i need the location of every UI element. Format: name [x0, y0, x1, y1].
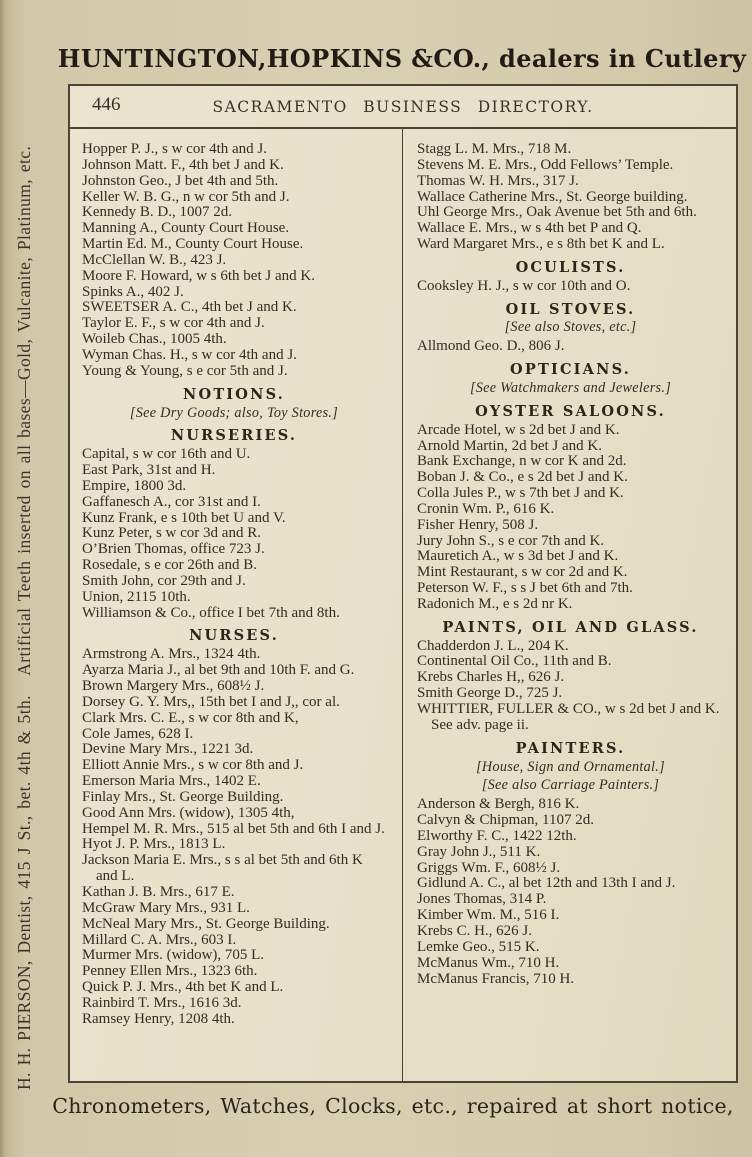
directory-entry: Stevens M. E. Mrs., Odd Fellows’ Temple.	[417, 156, 674, 173]
directory-entry: Uhl George Mrs., Oak Avenue bet 5th and 6th.	[417, 204, 697, 221]
directory-entry: Colla Jules P., w s 7th bet J and K.	[417, 485, 624, 502]
left-margin-advertisement: H. H. PIERSON, Dentist, 415 J St., bet. 4th & 5th. Artificial Teeth inserted on all bases—Gold, Vulcanite, Platinum, etc.	[14, 145, 34, 1090]
directory-entry: Gray John J., 511 K.	[417, 843, 541, 860]
directory-entry: McGraw Mary Mrs., 931 L.	[82, 899, 250, 916]
directory-entry: Quick P. J. Mrs., 4th bet K and L.	[82, 979, 284, 996]
section-heading: NOTIONS.	[183, 385, 285, 403]
directory-entry: Martin Ed. M., County Court House.	[82, 236, 304, 253]
directory-entry: Gaffanesch A., cor 31st and I.	[82, 493, 261, 510]
directory-entry: Empire, 1800 3d.	[82, 477, 187, 494]
section-heading: NURSERIES.	[170, 427, 298, 445]
left-column	[70, 129, 403, 1083]
directory-entry: Young & Young, s e cor 5th and J.	[82, 362, 288, 379]
directory-entry: East Park, 31st and H.	[82, 462, 216, 479]
page-title: SACRAMENTO BUSINESS DIRECTORY.	[212, 97, 594, 116]
cross-reference: [See Watchmakers and Jewelers.]	[469, 379, 672, 396]
directory-entry: Hempel M. R. Mrs., 515 al bet 5th and 6th I and J.	[82, 820, 385, 837]
directory-entry: Mauretich A., w s 3d bet J and K.	[417, 548, 619, 565]
right-column	[403, 129, 736, 1083]
directory-entry: Rainbird T. Mrs., 1616 3d.	[82, 994, 242, 1011]
directory-entry: Ayarza Maria J., al bet 9th and 10th F. and G.	[82, 662, 355, 679]
directory-entry: Jackson Maria E. Mrs., s s al bet 5th and 6th K and L.	[82, 852, 363, 885]
directory-entry: Anderson & Bergh, 816 K.	[417, 796, 580, 813]
directory-entry: Spinks A., 402 J.	[82, 283, 184, 300]
directory-entry: Hopper P. J., s w cor 4th and J.	[82, 141, 267, 157]
directory-entry: Griggs Wm. F., 608½ J.	[417, 859, 561, 876]
cross-reference: [See also Carriage Painters.]	[481, 777, 660, 794]
directory-entry: Bank Exchange, n w cor K and 2d.	[417, 453, 627, 470]
directory-entry: McNeal Mary Mrs., St. George Building.	[82, 915, 330, 932]
bottom-banner-advertisement: Chronometers, Watches, Clocks, etc., repaired at short notice,	[52, 1094, 734, 1118]
directory-entry: Kathan J. B. Mrs., 617 E.	[82, 883, 235, 900]
directory-entry: Murmer Mrs. (widow), 705 L.	[82, 947, 265, 964]
directory-entry: Williamson & Co., office I bet 7th and 8th.	[82, 604, 340, 621]
section-heading: OYSTER SALOONS.	[475, 402, 666, 420]
directory-entry: Dorsey G. Y. Mrs,, 15th bet I and J,, cor al.	[82, 693, 340, 710]
directory-entry: Ramsey Henry, 1208 4th.	[82, 1010, 235, 1027]
directory-entry: Ward Margaret Mrs., e s 8th bet K and L.	[417, 236, 665, 253]
section-heading: PAINTS, OIL AND GLASS.	[442, 618, 699, 636]
directory-entry: Thomas W. H. Mrs., 317 J.	[417, 172, 579, 189]
directory-entry: Elworthy F. C., 1422 12th.	[417, 827, 577, 844]
directory-entry: Allmond Geo. D., 806 J.	[417, 338, 565, 355]
section-heading: NURSES.	[189, 627, 279, 645]
directory-entry: Kunz Peter, s w cor 3d and R.	[82, 525, 261, 542]
directory-entry: Boban J. & Co., e s 2d bet J and K.	[417, 469, 628, 486]
directory-entry: Keller W. B. G., n w cor 5th and J.	[82, 188, 290, 205]
cross-reference: [House, Sign and Ornamental.]	[476, 758, 665, 775]
directory-entry: Gidlund A. C., al bet 12th and 13th I and J.	[417, 875, 676, 892]
directory-content	[70, 129, 736, 1083]
directory-entry: Krebs Charles H,, 626 J.	[417, 669, 565, 686]
directory-entry: Manning A., County Court House.	[82, 220, 290, 237]
section-heading: OIL STOVES.	[505, 300, 636, 318]
directory-entry: Radonich M., e s 2d nr K.	[417, 595, 573, 612]
directory-entry: O’Brien Thomas, office 723 J.	[82, 541, 265, 558]
directory-entry: Wallace E. Mrs., w s 4th bet P and Q.	[417, 220, 642, 237]
cross-reference: [See Dry Goods; also, Toy Stores.]	[129, 404, 339, 421]
page-number: 446	[92, 94, 121, 115]
page-header	[70, 86, 736, 129]
directory-entry: Krebs C. H., 626 J.	[417, 922, 533, 939]
directory-entry: Peterson W. F., s s J bet 6th and 7th.	[417, 580, 633, 597]
directory-entry: Johnston Geo., J bet 4th and 5th.	[82, 172, 279, 189]
directory-entry: SWEETSER A. C., 4th bet J and K.	[82, 299, 297, 316]
directory-entry: Continental Oil Co., 11th and B.	[417, 653, 612, 670]
directory-entry: Taylor E. F., s w cor 4th and J.	[82, 315, 265, 332]
directory-entry: Devine Mary Mrs., 1221 3d.	[82, 741, 254, 758]
directory-entry: Union, 2115 10th.	[82, 588, 191, 605]
directory-entry: Woileb Chas., 1005 4th.	[82, 331, 227, 348]
directory-entry: Emerson Maria Mrs., 1402 E.	[82, 773, 261, 790]
cross-reference: [See also Stoves, etc.]	[504, 319, 637, 336]
directory-entry: Johnson Matt. F., 4th bet J and K.	[82, 156, 284, 173]
directory-entry: Capital, s w cor 16th and U.	[82, 446, 251, 463]
directory-entry: Rosedale, s e cor 26th and B.	[82, 557, 257, 574]
directory-entry: Brown Margery Mrs., 608½ J.	[82, 678, 265, 694]
directory-entry: Chadderdon J. L., 204 K.	[417, 637, 569, 654]
directory-entry: Kennedy B. D., 1007 2d.	[82, 204, 232, 221]
directory-entry: Smith George D., 725 J.	[417, 685, 563, 702]
top-banner-advertisement: HUNTINGTON,HOPKINS &CO., dealers in Cutlery	[57, 44, 747, 73]
directory-entry: Cole James, 628 I.	[82, 725, 194, 742]
directory-entry: Lemke Geo., 515 K.	[417, 938, 540, 955]
directory-entry: Mint Restaurant, s w cor 2d and K.	[417, 564, 628, 581]
directory-entry: Armstrong A. Mrs., 1324 4th.	[82, 646, 261, 663]
section-heading: OPTICIANS.	[510, 361, 631, 379]
directory-entry: Wyman Chas. H., s w cor 4th and J.	[82, 346, 297, 363]
directory-entry: Moore F. Howard, w s 6th bet J and K.	[82, 267, 315, 284]
directory-entry: WHITTIER, FULLER & CO., w s 2d bet J and K. See adv. page ii.	[417, 701, 720, 733]
directory-entry: Calvyn & Chipman, 1107 2d.	[417, 812, 594, 829]
directory-entry: Millard C. A. Mrs., 603 I.	[82, 931, 237, 948]
directory-entry: McManus Wm., 710 H.	[417, 954, 560, 971]
directory-entry: Jury John S., s e cor 7th and K.	[417, 532, 605, 549]
directory-entry: Jones Thomas, 314 P.	[417, 891, 547, 908]
directory-entry: Finlay Mrs., St. George Building.	[82, 788, 284, 805]
directory-entry: Clark Mrs. C. E., s w cor 8th and K,	[82, 709, 299, 726]
directory-entry: Elliott Annie Mrs., s w cor 8th and J.	[82, 757, 304, 774]
directory-entry: Smith John, cor 29th and J.	[82, 572, 246, 589]
section-heading: OCULISTS.	[515, 258, 626, 276]
directory-entry: Good Ann Mrs. (widow), 1305 4th,	[82, 804, 295, 821]
page-frame	[68, 84, 738, 1083]
directory-entry: Fisher Henry, 508 J.	[417, 516, 539, 533]
directory-entry: Arcade Hotel, w s 2d bet J and K.	[417, 421, 620, 438]
directory-entry: McManus Francis, 710 H.	[417, 970, 575, 987]
directory-entry: Kunz Frank, e s 10th bet U and V.	[82, 509, 286, 526]
directory-entry: Penney Ellen Mrs., 1323 6th.	[82, 963, 258, 980]
directory-entry: Wallace Catherine Mrs., St. George building.	[417, 188, 688, 205]
directory-entry: Hyot J. P. Mrs., 1813 L.	[82, 836, 226, 853]
directory-entry: Cooksley H. J., s w cor 10th and O.	[417, 277, 631, 294]
directory-entry: Arnold Martin, 2d bet J and K.	[417, 437, 602, 454]
directory-entry: Stagg L. M. Mrs., 718 M.	[417, 141, 572, 157]
directory-entry: McClellan W. B., 423 J.	[82, 251, 227, 268]
directory-entry: Cronin Wm. P., 616 K.	[417, 500, 555, 517]
directory-entry: Kimber Wm. M., 516 I.	[417, 907, 560, 924]
section-heading: PAINTERS.	[515, 739, 626, 757]
